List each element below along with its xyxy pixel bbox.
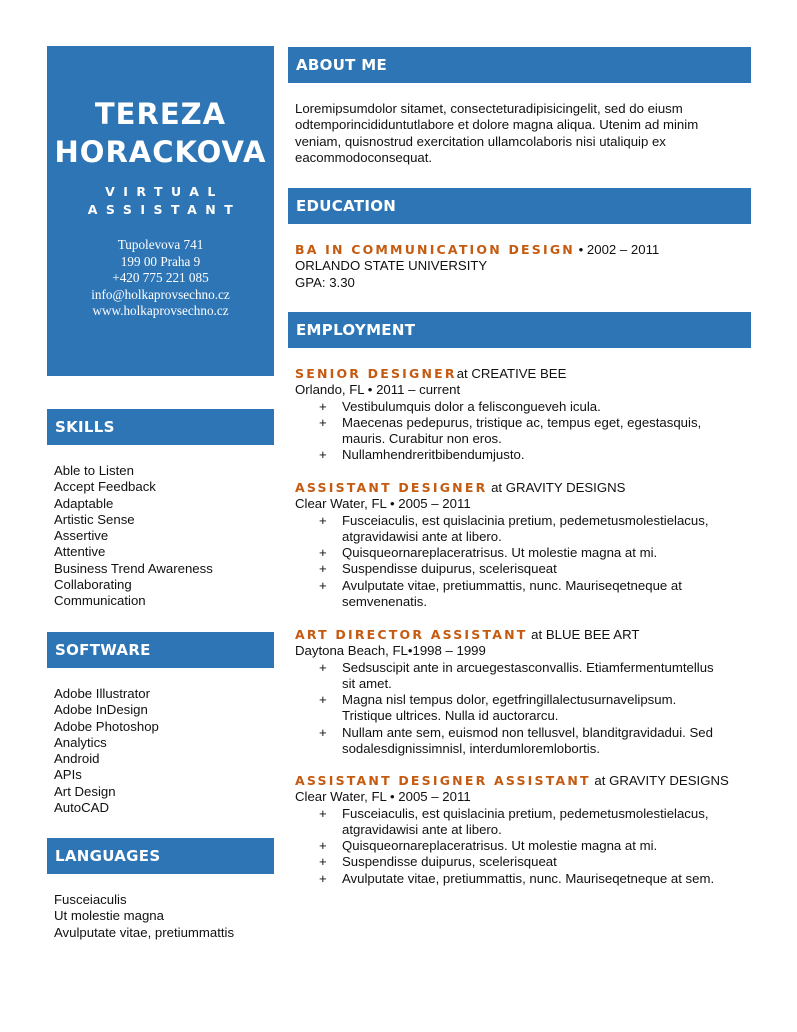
list-item: Fusceiaculis (54, 892, 127, 907)
job-company: at BLUE BEE ART (527, 627, 640, 642)
job-bullets (295, 513, 745, 611)
job-title: ASSISTANT DESIGNER (295, 480, 488, 495)
bullet-text: Fusceiaculis, est quislacinia pretium, pedemetusmolestielacus, (342, 805, 709, 821)
job-title: ASSISTANT DESIGNER ASSISTANT (295, 773, 591, 788)
bullet-text: Suspendisse duipurus, scelerisqueat (342, 561, 557, 577)
bullet-item (295, 725, 745, 758)
bullet-item (295, 660, 745, 693)
plus-icon: + (319, 854, 327, 870)
list-item: AutoCAD (54, 800, 109, 816)
plus-icon: + (319, 692, 327, 708)
bullet-text: atgravidawisi ante at libero. (342, 528, 502, 544)
contact-street: Tupolevova 741 (117, 237, 204, 252)
bullet-text: Nullam ante sem, euismod non tellusvel, blanditgravidadui. Sed (342, 724, 713, 740)
plus-icon: + (319, 414, 327, 430)
plus-icon: + (319, 838, 327, 854)
list-item: Adobe InDesign (54, 702, 148, 718)
bullet-text: Avulputate vitae, pretiummattis, nunc. Mauriseqetneque at sem. (342, 870, 715, 886)
list-item: Communication (54, 593, 146, 609)
about-line: eacommodoconsequat. (295, 149, 433, 165)
list-item: Collaborating (54, 577, 132, 593)
degree-line (295, 242, 745, 258)
job-title: ART DIRECTOR ASSISTANT (295, 627, 528, 642)
job-meta: Clear Water, FL • 2005 – 2011 (295, 789, 471, 805)
contact-email: info@holkaprovsechno.cz (91, 286, 230, 302)
bullet-item (295, 838, 745, 854)
job-company: at CREATIVE BEE (456, 366, 567, 381)
bullet-item (295, 692, 745, 725)
contact-city: 199 00 Praha 9 (120, 253, 201, 269)
bullet-item (295, 545, 745, 561)
job-entry (295, 773, 745, 887)
list-item: Attentive (54, 544, 106, 560)
about-heading: ABOUT ME (288, 47, 751, 83)
plus-icon: + (319, 447, 327, 463)
list-item: Business Trend Awareness (54, 560, 213, 576)
bullet-text: Nullamhendreritbibendumjusto. (342, 447, 525, 463)
bullet-item (295, 415, 745, 448)
about-line: Loremipsumdolor sitamet, consecteturadipisicingelit, sed do eiusm (295, 101, 683, 116)
degree-years: • 2002 – 2011 (574, 242, 660, 257)
bullet-text: Tristique ultrices. Nulla id auctorarcu. (342, 708, 559, 724)
plus-icon: + (319, 512, 327, 528)
job-bullets (295, 399, 745, 464)
plus-icon: + (319, 870, 327, 886)
employment-heading: EMPLOYMENT (288, 312, 751, 348)
job-meta: Orlando, FL • 2011 – current (295, 382, 461, 398)
job-meta: Clear Water, FL • 2005 – 2011 (295, 496, 471, 512)
software-heading: SOFTWARE (47, 632, 274, 668)
job-title-line (295, 773, 745, 789)
languages-list (54, 892, 234, 941)
list-item: Ut molestie magna (54, 908, 164, 924)
education-heading: EDUCATION (288, 188, 751, 224)
bullet-text: Suspendisse duipurus, scelerisqueat (342, 854, 557, 870)
school-name: ORLANDO STATE UNIVERSITY (295, 258, 488, 274)
job-title-line (295, 366, 745, 382)
software-list (54, 686, 159, 816)
plus-icon: + (319, 561, 327, 577)
bullet-text: mauris. Curabitur non eros. (342, 431, 502, 447)
bullet-item (295, 399, 745, 415)
job-title: SENIOR DESIGNER (295, 366, 457, 381)
list-item: Able to Listen (54, 463, 134, 478)
list-item: Android (54, 751, 100, 767)
bullet-item (295, 578, 745, 611)
plus-icon: + (319, 724, 327, 740)
list-item: APIs (54, 767, 82, 783)
gpa: GPA: 3.30 (295, 274, 355, 290)
list-item: Adaptable (54, 495, 114, 511)
job-entry (295, 627, 745, 757)
job-bullets (295, 660, 745, 758)
plus-icon: + (319, 805, 327, 821)
name-last: HORACKOVA (54, 135, 267, 169)
role-line-1: VIRTUAL (105, 184, 224, 199)
bullet-text: Quisqueornareplaceratrisus. Ut molestie magna at mi. (342, 838, 658, 854)
bullet-text: atgravidawisi ante at libero. (342, 821, 502, 837)
bullet-text: semvenenatis. (342, 594, 428, 610)
bullet-text: Sedsuscipit ante in arcuegestasconvallis. Etiamfermentumtellus (342, 659, 714, 675)
job-entry (295, 366, 745, 464)
degree-title: BA IN COMMUNICATION DESIGN (295, 242, 575, 257)
bullet-text: Maecenas pedepurus, tristique ac, tempus eget, egestasquis, (342, 414, 702, 430)
bullet-text: Quisqueornareplaceratrisus. Ut molestie magna at mi. (342, 545, 658, 561)
bullet-item (295, 871, 745, 887)
contact-website: www.holkaprovsechno.cz (92, 303, 229, 318)
bullet-item (295, 513, 745, 546)
about-line: veniam, quisnostrud exercitation ullamcolaboris nisi utaliquip ex (295, 133, 666, 149)
list-item: Artistic Sense (54, 511, 135, 527)
bullet-text: Vestibulumquis dolor a feliscongueveh icula. (342, 398, 601, 414)
bullet-item (295, 806, 745, 839)
bullet-text: Magna nisl tempus dolor, egetfringillalectusurnavelipsum. (342, 692, 677, 708)
bullet-text: sodalesdignissimnisl, interdumloremlobortis. (342, 741, 600, 757)
job-title-line (295, 627, 745, 643)
profile-header-block (47, 46, 274, 376)
about-text (295, 101, 745, 166)
education-entry (295, 242, 745, 291)
job-meta: Daytona Beach, FL•1998 – 1999 (295, 643, 486, 659)
skills-heading: SKILLS (47, 409, 274, 445)
list-item: Adobe Illustrator (54, 686, 151, 701)
bullet-item (295, 447, 745, 463)
plus-icon: + (319, 577, 327, 593)
list-item: Assertive (54, 528, 109, 544)
bullet-item (295, 854, 745, 870)
list-item: Accept Feedback (54, 479, 156, 495)
bullet-item (295, 561, 745, 577)
job-role (47, 183, 274, 218)
plus-icon: + (319, 659, 327, 675)
plus-icon: + (319, 545, 327, 561)
plus-icon: + (319, 398, 327, 414)
job-company: at GRAVITY DESIGNS (590, 773, 729, 788)
contact-info (47, 237, 274, 320)
role-line-2: ASSISTANT (87, 201, 242, 217)
bullet-text: Fusceiaculis, est quislacinia pretium, pedemetusmolestielacus, (342, 512, 709, 528)
job-company: at GRAVITY DESIGNS (487, 480, 626, 495)
bullet-text: sit amet. (342, 675, 392, 691)
list-item: Art Design (54, 783, 116, 799)
languages-heading: LANGUAGES (47, 838, 274, 874)
list-item: Avulputate vitae, pretiummattis (54, 924, 235, 940)
job-entry (295, 480, 745, 610)
about-line: odtemporincididuntutlabore et dolore magna aliqua. Utenim ad minim (295, 117, 699, 133)
name-first: TEREZA (94, 97, 227, 131)
contact-phone: +420 775 221 085 (112, 270, 209, 285)
job-title-line (295, 480, 745, 496)
list-item: Adobe Photoshop (54, 718, 159, 734)
list-item: Analytics (54, 734, 107, 750)
full-name (47, 95, 274, 171)
skills-list (54, 463, 213, 610)
job-bullets (295, 806, 745, 887)
bullet-text: Avulputate vitae, pretiummattis, nunc. Mauriseqetneque at (342, 577, 682, 593)
